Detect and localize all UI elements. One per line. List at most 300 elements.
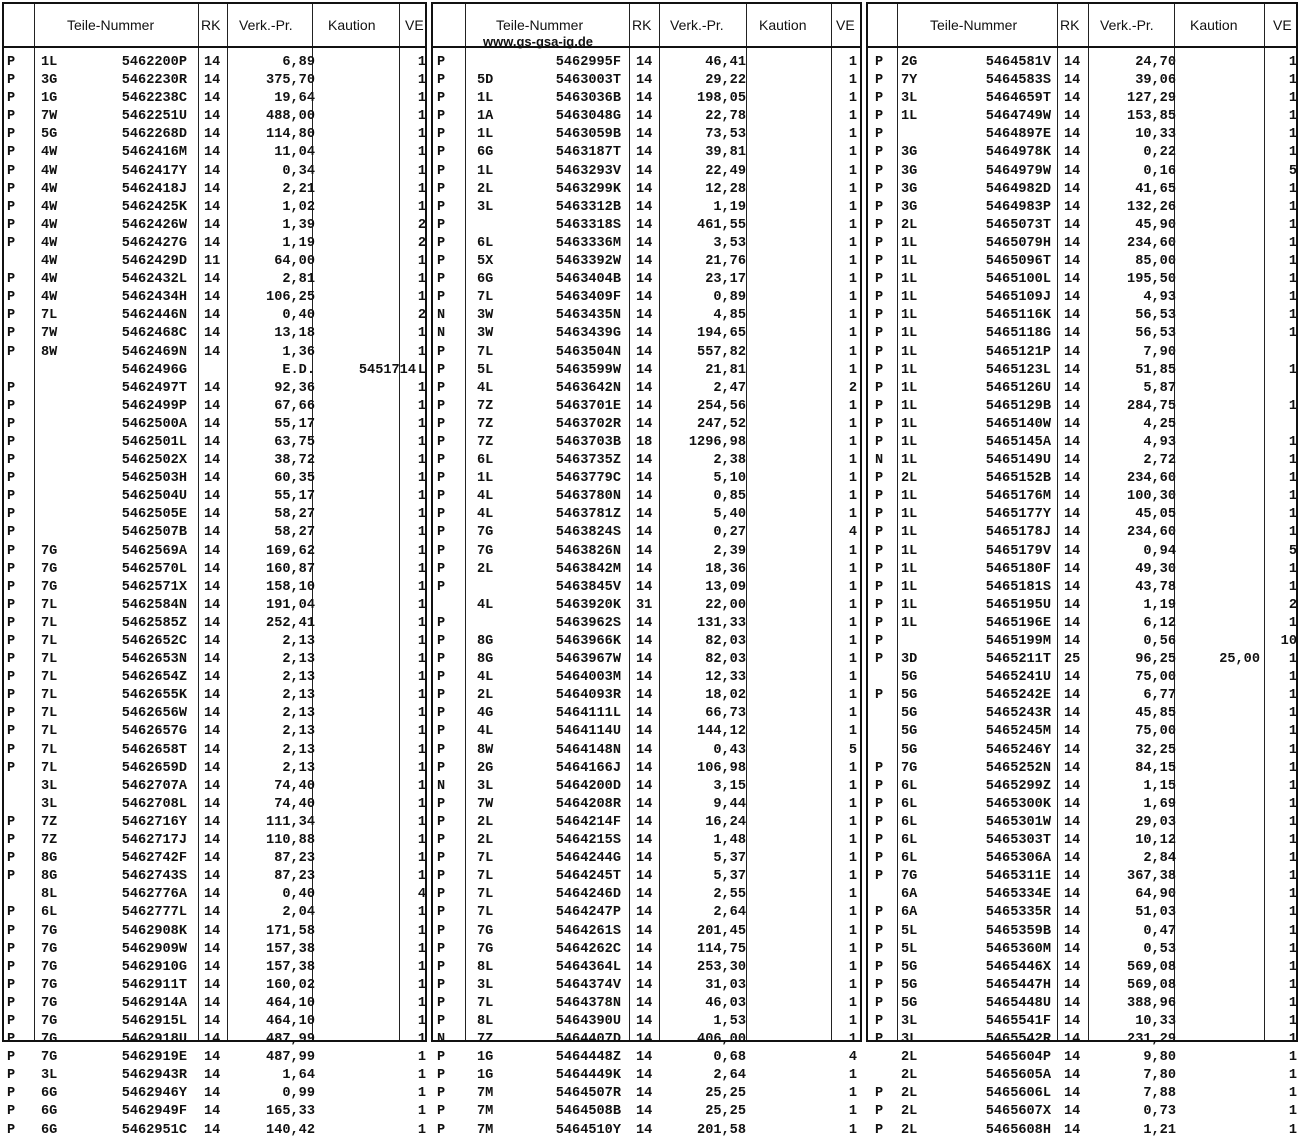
table-row xyxy=(868,1103,1296,1121)
price: 0,53 xyxy=(1143,941,1176,957)
price: 144,12 xyxy=(697,724,746,740)
ve-quantity: 1 xyxy=(1288,73,1297,89)
ve-quantity: 1 xyxy=(417,561,426,577)
ve-quantity: 1 xyxy=(848,471,857,487)
ve-quantity: 1 xyxy=(848,941,857,957)
status-flag: N xyxy=(437,308,446,324)
price: 49,30 xyxy=(1135,561,1176,577)
rk-code: 14 xyxy=(1064,887,1081,903)
rk-code: 14 xyxy=(636,217,653,233)
ve-quantity: 1 xyxy=(417,995,426,1011)
status-flag: P xyxy=(7,670,16,686)
part-number: 5465334E xyxy=(985,887,1051,903)
status-flag: P xyxy=(437,272,446,288)
group-code: 1L xyxy=(901,543,918,559)
table-row xyxy=(4,307,425,325)
ve-quantity: 1 xyxy=(848,579,857,595)
status-flag: P xyxy=(7,145,16,161)
price: 64,90 xyxy=(1135,887,1176,903)
table-row xyxy=(4,1085,425,1103)
price: 5,37 xyxy=(713,851,746,867)
part-number: 5465608H xyxy=(985,1122,1051,1138)
status-flag: P xyxy=(437,706,446,722)
ve-quantity: 1 xyxy=(417,652,426,668)
part-number: 5465243R xyxy=(985,706,1051,722)
part-number: 5463318S xyxy=(555,217,621,233)
ve-quantity: 1 xyxy=(848,507,857,523)
part-number: 5464749W xyxy=(985,109,1051,125)
price: 114,80 xyxy=(266,127,315,143)
price: 31,03 xyxy=(705,977,746,993)
status-flag: P xyxy=(875,543,884,559)
price: 388,96 xyxy=(1127,995,1176,1011)
ve-quantity: 1 xyxy=(417,1050,426,1066)
status-flag: P xyxy=(875,778,884,794)
status-flag: P xyxy=(437,1013,446,1029)
status-flag: P xyxy=(437,434,446,450)
price: 127,29 xyxy=(1127,91,1176,107)
group-code: 7L xyxy=(41,724,58,740)
price: 194,65 xyxy=(697,326,746,342)
part-number: 5462499P xyxy=(121,398,187,414)
group-code: 1L xyxy=(477,127,494,143)
ve-quantity: 1 xyxy=(848,1086,857,1102)
group-code: 8G xyxy=(41,851,58,867)
status-flag: P xyxy=(437,199,446,215)
group-code: 2L xyxy=(477,833,494,849)
rk-code: 14 xyxy=(204,453,221,469)
rk-code: 14 xyxy=(204,73,221,89)
group-code: 3L xyxy=(477,977,494,993)
ve-quantity: 1 xyxy=(417,525,426,541)
group-code: 7W xyxy=(41,109,58,125)
group-code: 6L xyxy=(901,851,918,867)
ve-quantity: 1 xyxy=(848,869,857,885)
part-number: 5465299Z xyxy=(985,778,1051,794)
price: 0,43 xyxy=(713,742,746,758)
status-flag: P xyxy=(875,109,884,125)
group-code: 4W xyxy=(41,181,58,197)
status-flag: P xyxy=(7,471,16,487)
price: 131,33 xyxy=(697,615,746,631)
table-row xyxy=(433,850,860,868)
rk-code: 14 xyxy=(204,91,221,107)
part-number: 5464247P xyxy=(555,905,621,921)
rk-code: 14 xyxy=(636,1086,653,1102)
ve-quantity: 1 xyxy=(848,416,857,432)
ve-quantity: 1 xyxy=(848,217,857,233)
ve-quantity: 1 xyxy=(1288,670,1297,686)
part-number: 5462658T xyxy=(121,742,187,758)
status-flag: P xyxy=(7,326,16,342)
rk-code: 14 xyxy=(204,308,221,324)
table-row xyxy=(4,705,425,723)
table-row xyxy=(4,524,425,542)
status-flag: P xyxy=(437,634,446,649)
group-code: 1L xyxy=(901,615,918,631)
rk-code: 14 xyxy=(204,760,221,776)
table-row xyxy=(4,434,425,452)
part-number: 5462497T xyxy=(121,380,187,396)
group-code: 1A xyxy=(477,109,494,125)
rk-code: 14 xyxy=(636,489,653,505)
price: 160,87 xyxy=(266,561,315,577)
part-number: 5464246D xyxy=(555,887,621,903)
ve-quantity: 1 xyxy=(848,181,857,197)
table-row xyxy=(868,886,1296,904)
status-flag: P xyxy=(437,615,446,631)
rk-code: 14 xyxy=(1064,706,1081,722)
ve-quantity: 1 xyxy=(848,615,857,631)
status-flag: P xyxy=(7,688,16,704)
group-code: 5L xyxy=(901,923,918,939)
ve-quantity: 1 xyxy=(848,1013,857,1029)
ve-quantity: 1 xyxy=(1288,525,1297,541)
price: 461,55 xyxy=(697,217,746,233)
price: 39,81 xyxy=(705,145,746,161)
rk-code: 14 xyxy=(1064,724,1081,740)
rk-code: 14 xyxy=(1064,1013,1081,1029)
rk-code: 14 xyxy=(636,814,653,830)
part-number: 5463703B xyxy=(555,434,621,450)
price: 100,30 xyxy=(1127,489,1176,505)
part-number: 5465180F xyxy=(985,561,1051,577)
group-code: 1G xyxy=(477,1068,494,1084)
status-flag: P xyxy=(7,1086,16,1102)
group-code: 6A xyxy=(901,887,918,903)
rk-code: 14 xyxy=(636,796,653,812)
status-flag: P xyxy=(437,109,446,125)
rk-code: 14 xyxy=(204,507,221,523)
status-flag: P xyxy=(875,308,884,324)
table-row xyxy=(4,1013,425,1031)
price: 252,41 xyxy=(266,615,315,631)
part-number: 5464214F xyxy=(555,814,621,830)
table-row xyxy=(4,144,425,162)
ve-quantity: 1 xyxy=(417,923,426,939)
price: 45,90 xyxy=(1135,217,1176,233)
ve-quantity: 1 xyxy=(848,706,857,722)
status-flag: P xyxy=(437,55,446,70)
status-flag: P xyxy=(875,181,884,197)
table-row xyxy=(433,307,860,325)
status-flag: P xyxy=(7,344,16,360)
status-flag: N xyxy=(437,778,446,794)
ve-quantity: 1 xyxy=(417,1086,426,1102)
ve-quantity: 1 xyxy=(417,254,426,270)
price: 4,93 xyxy=(1143,434,1176,450)
price: 198,05 xyxy=(697,91,746,107)
rk-code: 14 xyxy=(204,1032,221,1048)
part-number: 5462505E xyxy=(121,507,187,523)
part-number: 5464148N xyxy=(555,742,621,758)
part-number: 5465211T xyxy=(985,652,1051,668)
rk-code: 14 xyxy=(1064,905,1081,921)
part-number: 5465100L xyxy=(985,272,1051,288)
rk-code: 14 xyxy=(1064,778,1081,794)
price: 234,60 xyxy=(1127,235,1176,251)
group-code: 7L xyxy=(41,706,58,722)
rk-code: 14 xyxy=(636,525,653,541)
price: 569,08 xyxy=(1127,959,1176,975)
ve-quantity: 1 xyxy=(848,778,857,794)
part-number: 5462716Y xyxy=(121,814,187,830)
status-flag: P xyxy=(7,380,16,396)
group-code: 3L xyxy=(901,1013,918,1029)
ve-quantity: 1 xyxy=(848,254,857,270)
rk-code: 14 xyxy=(1064,941,1081,957)
status-flag: P xyxy=(875,290,884,306)
table-row xyxy=(433,941,860,959)
status-flag: P xyxy=(7,1068,16,1084)
table-row xyxy=(868,941,1296,959)
price: 6,12 xyxy=(1143,615,1176,631)
status-flag: P xyxy=(875,615,884,631)
table-row xyxy=(868,579,1296,597)
table-row xyxy=(433,561,860,579)
part-number: 5462502X xyxy=(121,453,187,469)
ve-quantity: 1 xyxy=(1288,977,1297,993)
status-flag: P xyxy=(875,127,884,143)
part-number: 5464215S xyxy=(555,833,621,849)
rk-code: 14 xyxy=(1064,977,1081,993)
status-flag: P xyxy=(437,742,446,758)
status-flag: P xyxy=(437,977,446,993)
part-number: 5462571X xyxy=(121,579,187,595)
table-row xyxy=(433,452,860,470)
group-code: 3L xyxy=(477,199,494,215)
status-flag: P xyxy=(437,887,446,903)
rk-code: 18 xyxy=(636,434,653,450)
price: 488,00 xyxy=(266,109,315,125)
table-row xyxy=(433,723,860,741)
status-flag: P xyxy=(7,507,16,523)
group-code: 5G xyxy=(901,977,918,993)
price: 2,47 xyxy=(713,380,746,396)
ve-quantity: 1 xyxy=(1288,1013,1297,1029)
status-flag: P xyxy=(7,109,16,125)
price: 21,81 xyxy=(705,362,746,378)
group-code: 6G xyxy=(477,272,494,288)
ve-quantity: 1 xyxy=(1288,290,1297,306)
group-code: 1L xyxy=(901,525,918,541)
status-flag: P xyxy=(437,127,446,143)
table-row xyxy=(4,760,425,778)
table-row xyxy=(433,579,860,597)
group-code: 7M xyxy=(477,1104,494,1120)
price: 2,81 xyxy=(282,272,315,288)
part-number: 5463036B xyxy=(555,91,621,107)
table-row xyxy=(868,217,1296,235)
group-code: 7Z xyxy=(41,833,58,849)
ve-quantity: 1 xyxy=(848,145,857,161)
ve-quantity: 1 xyxy=(1288,706,1297,722)
price: 22,00 xyxy=(705,597,746,613)
group-code: 7G xyxy=(41,959,58,975)
table-row xyxy=(433,488,860,506)
status-flag: P xyxy=(7,73,16,89)
price: 96,25 xyxy=(1135,652,1176,668)
part-number: 5465446X xyxy=(985,959,1051,975)
deposit: 25,00 xyxy=(1219,652,1260,668)
part-number: 5465541F xyxy=(985,1013,1051,1029)
status-flag: P xyxy=(875,851,884,867)
ve-quantity: 2 xyxy=(1288,597,1297,613)
group-code: 3G xyxy=(901,181,918,197)
part-number: 5465118G xyxy=(985,326,1051,342)
status-flag: P xyxy=(7,1104,16,1120)
rk-code: 14 xyxy=(636,977,653,993)
rk-code: 14 xyxy=(204,887,221,903)
rk-code: 14 xyxy=(1064,1068,1081,1084)
status-flag: P xyxy=(437,670,446,686)
price: 2,13 xyxy=(282,634,315,649)
rk-code: 14 xyxy=(636,615,653,631)
ve-quantity: 1 xyxy=(1288,778,1297,794)
header-price: Verk.-Pr. xyxy=(1100,17,1154,33)
status-flag: P xyxy=(437,235,446,251)
group-code: 1L xyxy=(901,597,918,613)
ve-quantity: 1 xyxy=(848,670,857,686)
group-code: 7G xyxy=(41,1050,58,1066)
status-flag: P xyxy=(437,941,446,957)
status-flag: P xyxy=(875,869,884,885)
group-code: 5G xyxy=(901,706,918,722)
status-flag: P xyxy=(7,453,16,469)
table-row xyxy=(4,995,425,1013)
table-row xyxy=(433,959,860,977)
status-flag: P xyxy=(875,1104,884,1120)
part-number: 5462909W xyxy=(121,941,187,957)
status-flag: P xyxy=(875,398,884,414)
price: 2,13 xyxy=(282,706,315,722)
status-flag: P xyxy=(875,1032,884,1048)
table-row xyxy=(433,325,860,343)
table-row xyxy=(868,687,1296,705)
part-number: 5463824S xyxy=(555,525,621,541)
table-row xyxy=(433,615,860,633)
ve-quantity: 1 xyxy=(1288,434,1297,450)
table-row xyxy=(868,796,1296,814)
deposit: 5451714 xyxy=(358,362,416,378)
price: 1,36 xyxy=(282,344,315,360)
price: 87,23 xyxy=(274,851,315,867)
ve-quantity: 2 xyxy=(417,217,426,233)
part-number: 5463920K xyxy=(555,597,621,613)
rk-code: 14 xyxy=(1064,380,1081,396)
rk-code: 14 xyxy=(1064,995,1081,1011)
price: 284,75 xyxy=(1127,398,1176,414)
price: 0,73 xyxy=(1143,1104,1176,1120)
table-row xyxy=(4,362,425,380)
ve-quantity: 1 xyxy=(848,724,857,740)
part-number: 5462910G xyxy=(121,959,187,975)
table-row xyxy=(868,470,1296,488)
ve-quantity: 1 xyxy=(417,91,426,107)
price: 0,47 xyxy=(1143,923,1176,939)
group-code: 6L xyxy=(901,833,918,849)
ve-quantity: 1 xyxy=(417,1104,426,1120)
ve-quantity: 1 xyxy=(417,724,426,740)
table-row xyxy=(868,289,1296,307)
group-code: 7G xyxy=(41,1013,58,1029)
part-number: 5465109J xyxy=(985,290,1051,306)
part-number: 5464374V xyxy=(555,977,621,993)
ve-quantity: 1 xyxy=(417,1032,426,1048)
table-row xyxy=(4,271,425,289)
header-price: Verk.-Pr. xyxy=(239,17,293,33)
price: 0,56 xyxy=(1143,634,1176,649)
ve-quantity: 1 xyxy=(848,833,857,849)
price: 234,60 xyxy=(1127,471,1176,487)
table-row xyxy=(4,1067,425,1085)
rk-code: 14 xyxy=(636,887,653,903)
table-row xyxy=(4,723,425,741)
ve-quantity: 1 xyxy=(417,634,426,649)
rk-code: 14 xyxy=(204,615,221,631)
rk-code: 14 xyxy=(1064,796,1081,812)
price: E.D. xyxy=(282,362,315,378)
ve-quantity: 1 xyxy=(417,127,426,143)
rk-code: 14 xyxy=(636,634,653,649)
group-code: 4W xyxy=(41,163,58,179)
part-number: 5462943R xyxy=(121,1068,187,1084)
ve-quantity: 1 xyxy=(848,597,857,613)
group-code: 7Z xyxy=(477,416,494,432)
price-table-column-1 xyxy=(2,2,427,1138)
price: 6,89 xyxy=(282,55,315,70)
status-flag: P xyxy=(875,814,884,830)
part-number: 5462657G xyxy=(121,724,187,740)
table-row xyxy=(4,615,425,633)
rk-code: 14 xyxy=(204,995,221,1011)
price: 18,36 xyxy=(705,561,746,577)
ve-quantity: 1 xyxy=(848,489,857,505)
part-number: 5465359B xyxy=(985,923,1051,939)
rk-code: 14 xyxy=(1064,91,1081,107)
rk-code: 14 xyxy=(1064,163,1081,179)
ve-quantity: 1 xyxy=(417,706,426,722)
group-code: 4W xyxy=(41,254,58,270)
price: 23,17 xyxy=(705,272,746,288)
price: 21,76 xyxy=(705,254,746,270)
header-price: Verk.-Pr. xyxy=(670,17,724,33)
price: 1,48 xyxy=(713,833,746,849)
status-flag: P xyxy=(437,543,446,559)
part-number: 5465245M xyxy=(985,724,1051,740)
group-code: 7L xyxy=(41,652,58,668)
part-number: 5464978K xyxy=(985,145,1051,161)
ve-quantity: 1 xyxy=(848,272,857,288)
group-code: 7Z xyxy=(477,1032,494,1048)
table-row xyxy=(4,959,425,977)
part-number: 5463312B xyxy=(555,199,621,215)
group-code: 7L xyxy=(41,760,58,776)
table-row xyxy=(433,1085,860,1103)
table-row xyxy=(868,72,1296,90)
price: 367,38 xyxy=(1127,869,1176,885)
ve-quantity: 1 xyxy=(1288,923,1297,939)
status-flag: P xyxy=(7,724,16,740)
price: 0,89 xyxy=(713,290,746,306)
group-code: 8G xyxy=(477,652,494,668)
part-number: 5464245T xyxy=(555,869,621,885)
table-row xyxy=(868,344,1296,362)
price: 13,18 xyxy=(274,326,315,342)
status-flag: P xyxy=(875,73,884,89)
group-code: 6G xyxy=(41,1104,58,1120)
rk-code: 14 xyxy=(1064,434,1081,450)
